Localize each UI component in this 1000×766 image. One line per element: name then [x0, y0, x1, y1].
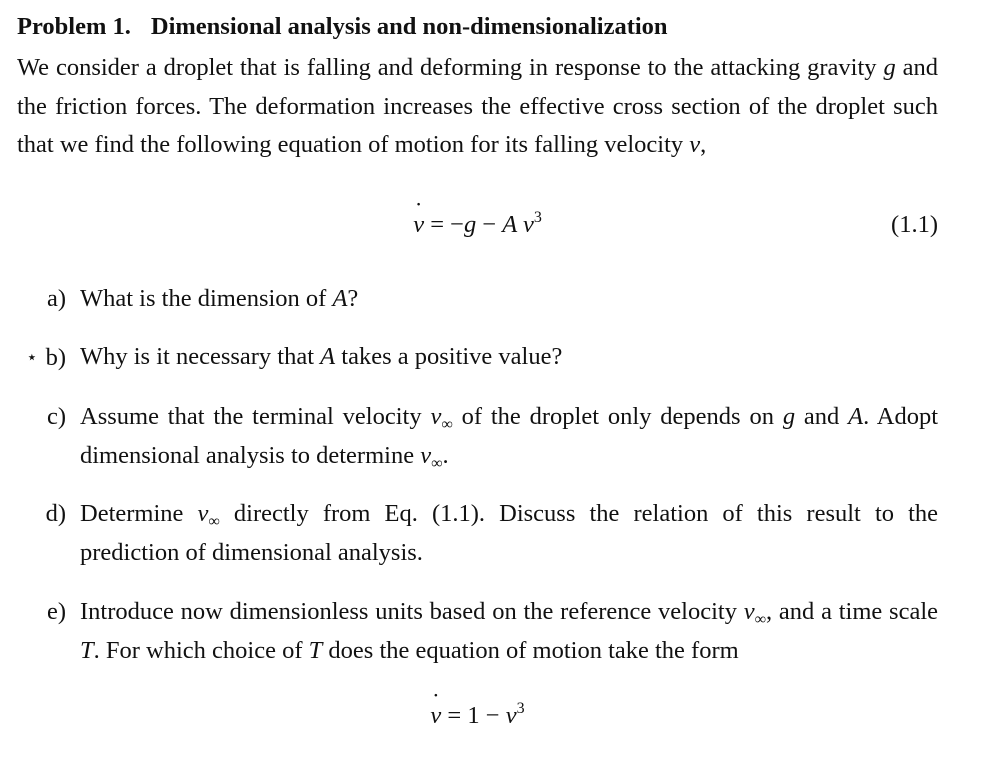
question-d-text-1: Determine [80, 500, 184, 527]
question-e-text-2: , and a time scale [766, 598, 939, 625]
question-c-text-1: Assume that the terminal velocity [80, 403, 422, 430]
question-c [46, 398, 939, 475]
symbol-infinity: ∞ [208, 513, 220, 530]
symbol-v: v [197, 500, 209, 527]
problem-page [17, 0, 938, 766]
symbol-T: T [308, 636, 323, 664]
question-c-text-4: . Adopt dimensional analysis to determine [80, 403, 939, 469]
symbol-infinity: ∞ [431, 454, 443, 472]
question-b-marker [26, 338, 66, 378]
question-e-text-1: Introduce now dimensionless units based on the reference velocity [80, 598, 737, 625]
question-c-text-2: of the droplet only depends on [461, 403, 774, 430]
symbol-v: v [689, 131, 701, 158]
symbol-T: T [80, 636, 94, 664]
symbol-infinity: ∞ [754, 611, 767, 628]
question-a-text-2: ? [347, 285, 359, 312]
question-a [46, 280, 938, 319]
question-c-text-3: and [803, 403, 840, 430]
question-c-text-5: . [442, 441, 449, 469]
symbol-g: g [782, 403, 796, 430]
eq-v: v [516, 211, 534, 238]
eq-minus: − [476, 211, 503, 238]
eq-final-lhs-vdot: ˙ v [430, 702, 441, 730]
eq-final-rhs: = 1 − [441, 702, 506, 729]
symbol-A: A [320, 343, 336, 370]
star-icon: ⋆ [26, 347, 38, 367]
symbol-A: A [332, 285, 348, 312]
symbol-v: v [430, 403, 442, 430]
problem-heading [17, 13, 668, 41]
equation-number: (1.1) [891, 211, 938, 238]
intro-text-2: and the friction forces. The deformation increases the effective cross section of the droplet such that we find the following equation of motion for its falling velocity [17, 54, 939, 158]
problem-title: Dimensional analysis and non-dimensionalization [150, 13, 668, 40]
intro-paragraph [17, 49, 938, 165]
eq-final-exponent: 3 [516, 700, 525, 717]
symbol-A: A [848, 403, 864, 430]
question-b-text-1: Why is it necessary that [80, 343, 315, 370]
eq-A: A [502, 211, 517, 238]
symbol-infinity: ∞ [441, 416, 453, 433]
question-b [26, 338, 938, 377]
question-e [46, 593, 939, 670]
question-a-label: a) [46, 285, 66, 312]
eq-g: g [463, 211, 477, 238]
symbol-v: v [420, 441, 432, 469]
equation-dimensionless [17, 702, 938, 730]
intro-text-3: , [700, 131, 707, 158]
question-b-label: b) [45, 344, 66, 371]
question-b-text-2: takes a positive value? [341, 343, 563, 370]
eq-final-v: v [505, 702, 517, 729]
symbol-g: g [883, 54, 896, 81]
question-c-label: c) [46, 403, 66, 430]
question-d-label: d) [45, 500, 66, 527]
intro-text-1: We consider a droplet that is falling and deforming in response to the attacking gravity [17, 54, 877, 81]
eq-lhs-vdot: ˙ v [413, 211, 424, 239]
problem-number: Problem 1. [17, 13, 131, 40]
question-e-text-4: does the equation of motion take the form [328, 636, 739, 664]
question-e-label: e) [46, 598, 66, 625]
question-d [45, 495, 939, 572]
eq-equals: = − [424, 211, 464, 238]
equation-1-1 [17, 211, 938, 239]
question-a-text-1: What is the dimension of [80, 285, 327, 312]
symbol-v: v [743, 598, 755, 625]
eq-exponent: 3 [533, 209, 542, 226]
question-d-text-2: directly from Eq. (1.1). Discuss the relation of this result to the prediction of dimensional analysis. [80, 500, 939, 566]
question-e-text-3: . For which choice of [93, 636, 303, 664]
